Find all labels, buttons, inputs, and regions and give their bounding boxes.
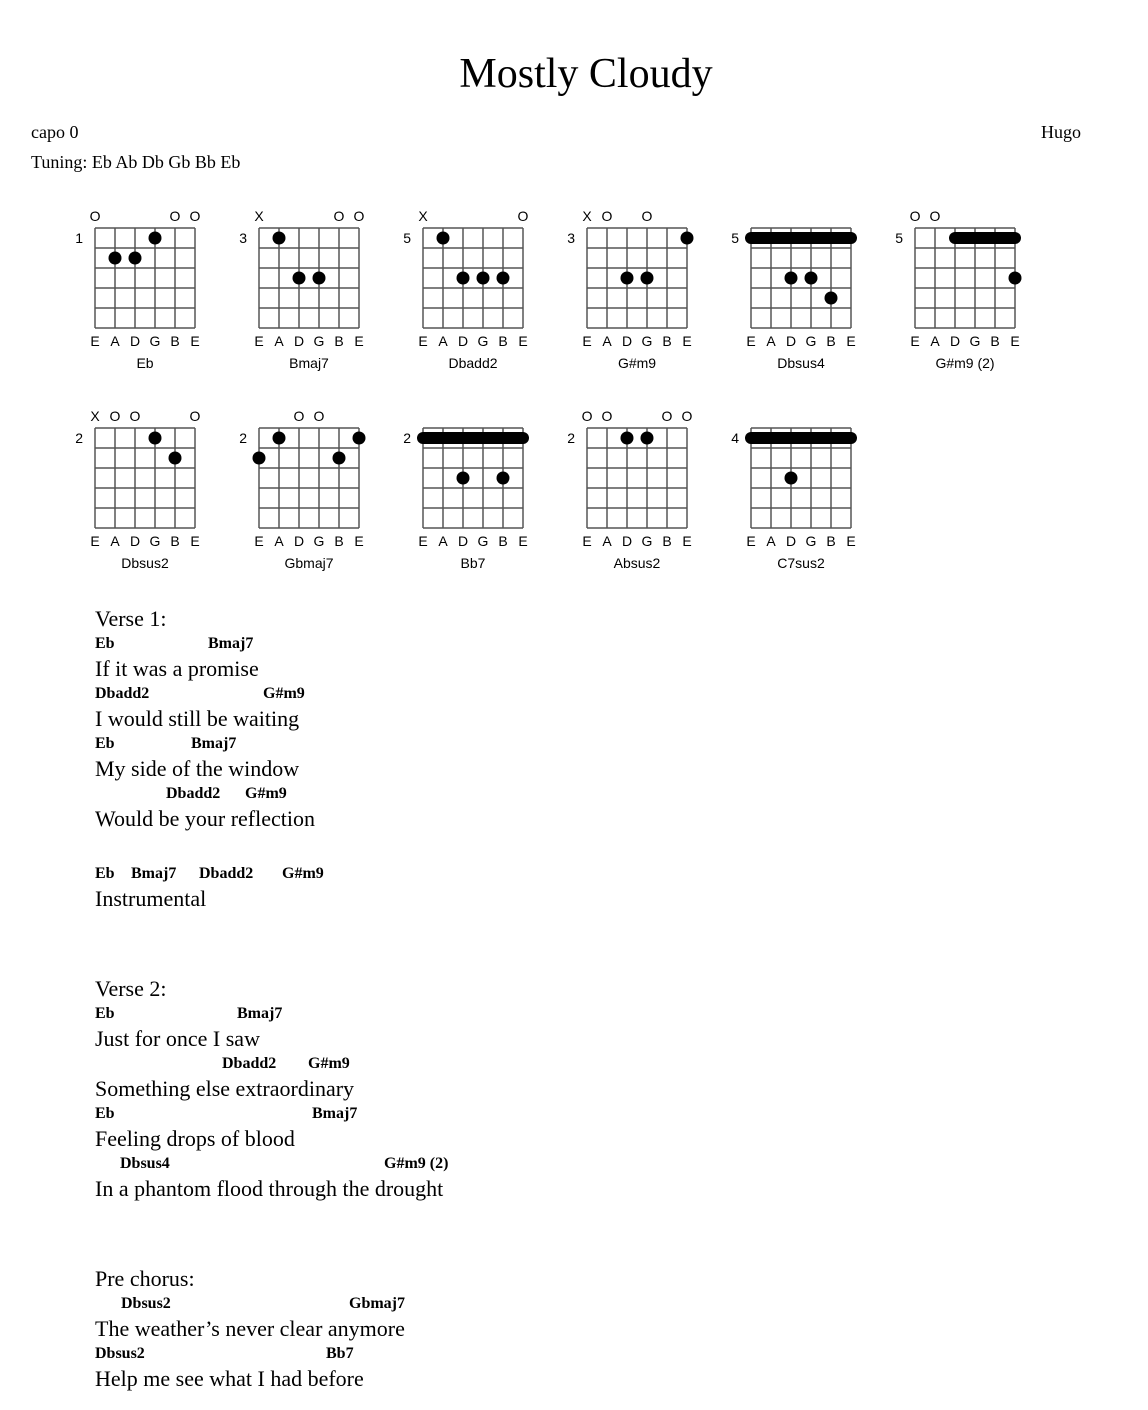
finger-dot <box>825 292 838 305</box>
string-label: A <box>438 333 448 349</box>
chord-symbol: Eb <box>95 735 115 752</box>
string-label: A <box>274 533 284 549</box>
lyric-line: Something else extraordinary <box>95 1076 355 1101</box>
open-string-marker: O <box>293 408 305 424</box>
finger-dot <box>621 272 634 285</box>
finger-dot <box>785 472 798 485</box>
string-label: E <box>190 333 200 349</box>
string-label: A <box>602 333 612 349</box>
fret-number: 3 <box>567 230 575 246</box>
string-label: E <box>682 533 692 549</box>
finger-dot <box>785 272 798 285</box>
fret-number: 5 <box>403 230 411 246</box>
string-label: G <box>477 533 489 549</box>
finger-dot <box>313 272 326 285</box>
finger-dot <box>497 472 510 485</box>
chord-symbol: Eb <box>95 1005 115 1022</box>
chord-name: C7sus2 <box>777 555 825 571</box>
string-label: D <box>785 333 797 349</box>
chord-symbol: Dbadd2 <box>199 865 254 882</box>
lyric-line: The weather’s never clear anymore <box>95 1316 405 1341</box>
open-string-marker: O <box>353 208 365 224</box>
open-string-marker: O <box>601 408 613 424</box>
open-string-marker: O <box>641 208 653 224</box>
chord-name: G#m9 <box>617 355 657 371</box>
string-label: E <box>190 533 200 549</box>
finger-dot <box>333 452 346 465</box>
chord-diagram-gbmaj7 <box>224 398 404 571</box>
finger-dot <box>437 232 450 245</box>
finger-dot <box>497 272 510 285</box>
string-label: E <box>254 333 264 349</box>
open-string-marker: O <box>661 408 673 424</box>
section-label: Verse 1: <box>95 606 167 631</box>
open-string-marker: O <box>909 208 921 224</box>
string-label: A <box>438 533 448 549</box>
string-label: D <box>621 533 633 549</box>
string-label: G <box>641 333 653 349</box>
fret-number: 2 <box>239 430 247 446</box>
string-label: D <box>129 533 141 549</box>
section-label: Verse 2: <box>95 976 167 1001</box>
string-label: G <box>149 333 161 349</box>
string-label: D <box>293 533 305 549</box>
chord-diagram-absus2 <box>552 398 732 571</box>
string-label: E <box>90 533 100 549</box>
chord-symbol: Gbmaj7 <box>349 1295 405 1312</box>
open-string-marker: O <box>169 208 181 224</box>
string-label: E <box>910 333 920 349</box>
finger-dot <box>273 232 286 245</box>
finger-dot <box>477 272 490 285</box>
chord-symbol: G#m9 <box>308 1055 350 1072</box>
string-label: B <box>498 533 508 549</box>
chord-symbol: Bb7 <box>326 1345 354 1362</box>
fret-number: 1 <box>75 230 83 246</box>
string-label: A <box>766 533 776 549</box>
chord-name: Dbsus4 <box>777 355 825 371</box>
string-label: D <box>785 533 797 549</box>
string-label: B <box>170 333 180 349</box>
chord-diagram-c7sus2 <box>716 398 896 571</box>
string-label: E <box>746 533 756 549</box>
string-label: G <box>969 333 981 349</box>
chord-symbol: Bmaj7 <box>191 735 237 752</box>
chord-diagram-bb7 <box>388 398 568 571</box>
string-label: E <box>518 333 528 349</box>
lyric-line: If it was a promise <box>95 656 259 681</box>
chord-diagram-bmaj7 <box>224 198 404 371</box>
open-string-marker: O <box>601 208 613 224</box>
finger-dot <box>353 432 366 445</box>
open-string-marker: O <box>313 408 325 424</box>
string-label: G <box>805 533 817 549</box>
open-string-marker: O <box>517 208 529 224</box>
fret-number: 5 <box>731 230 739 246</box>
lyric-line: Instrumental <box>95 886 207 911</box>
fret-number: 4 <box>731 430 739 446</box>
fret-number: 5 <box>895 230 903 246</box>
chord-diagram-g-m9-2- <box>880 198 1060 371</box>
string-label: E <box>846 333 856 349</box>
string-label: D <box>129 333 141 349</box>
chord-line <box>95 634 443 654</box>
string-label: E <box>682 333 692 349</box>
chord-line <box>95 1004 443 1024</box>
chord-name: Dbadd2 <box>448 355 498 371</box>
lyric-line: Help me see what I had before <box>95 1366 364 1391</box>
muted-string-marker: X <box>582 208 592 224</box>
string-label: E <box>354 333 364 349</box>
string-label: E <box>254 533 264 549</box>
chord-symbol: Bmaj7 <box>208 635 254 652</box>
finger-dot <box>149 232 162 245</box>
chord-symbol: Dbsus4 <box>120 1155 170 1172</box>
chord-name: Eb <box>136 355 154 371</box>
chord-symbol: Dbsus2 <box>95 1345 145 1362</box>
chord-symbol: Dbadd2 <box>222 1055 277 1072</box>
string-label: G <box>805 333 817 349</box>
chord-symbol: Dbadd2 <box>166 785 221 802</box>
finger-dot <box>109 252 122 265</box>
string-label: A <box>602 533 612 549</box>
chord-diagram-dbadd2 <box>388 198 568 371</box>
chord-symbol: Eb <box>95 865 115 882</box>
fret-number: 2 <box>567 430 575 446</box>
string-label: D <box>949 333 961 349</box>
chord-symbol: G#m9 <box>263 685 305 702</box>
string-label: B <box>826 533 836 549</box>
capo-info: capo 0 <box>31 122 79 142</box>
lyric-line: In a phantom flood through the drought <box>95 1176 444 1201</box>
finger-dot <box>293 272 306 285</box>
lyric-line: Feeling drops of blood <box>95 1126 295 1151</box>
chord-name: Gbmaj7 <box>284 555 334 571</box>
finger-dot <box>641 432 654 445</box>
finger-dot <box>169 452 182 465</box>
chord-line <box>95 784 443 804</box>
string-label: G <box>641 533 653 549</box>
tuning-info: Tuning: Eb Ab Db Gb Bb Eb <box>31 152 241 172</box>
string-label: E <box>1010 333 1020 349</box>
chord-symbol: Bmaj7 <box>131 865 177 882</box>
string-label: A <box>110 333 120 349</box>
chord-diagram-eb <box>60 198 240 371</box>
string-label: E <box>90 333 100 349</box>
fret-number: 3 <box>239 230 247 246</box>
finger-dot <box>681 232 694 245</box>
string-label: G <box>313 333 325 349</box>
muted-string-marker: X <box>90 408 100 424</box>
chord-line <box>95 1294 443 1314</box>
chord-symbol: G#m9 <box>282 865 324 882</box>
lyric-line: Would be your reflection <box>95 806 315 831</box>
string-label: E <box>418 333 428 349</box>
string-label: B <box>498 333 508 349</box>
open-string-marker: O <box>189 208 201 224</box>
section-label: Pre chorus: <box>95 1266 195 1291</box>
finger-dot <box>1009 272 1022 285</box>
open-string-marker: O <box>129 408 141 424</box>
finger-dot <box>129 252 142 265</box>
song-title: Mostly Cloudy <box>459 51 713 97</box>
open-string-marker: O <box>581 408 593 424</box>
lyric-line: My side of the window <box>95 756 300 781</box>
chord-name: Absus2 <box>613 555 661 571</box>
chord-diagram-g-m9 <box>552 198 732 371</box>
chord-symbol: Dbsus2 <box>121 1295 171 1312</box>
chord-name: Bb7 <box>460 555 486 571</box>
chord-line <box>95 734 443 754</box>
string-label: B <box>170 533 180 549</box>
open-string-marker: O <box>109 408 121 424</box>
chord-line <box>95 864 443 884</box>
chord-line <box>95 1104 443 1124</box>
string-label: E <box>846 533 856 549</box>
chord-line <box>95 1054 443 1074</box>
string-label: B <box>662 533 672 549</box>
open-string-marker: O <box>189 408 201 424</box>
finger-dot <box>149 432 162 445</box>
string-label: E <box>354 533 364 549</box>
finger-dot <box>621 432 634 445</box>
string-label: A <box>274 333 284 349</box>
chord-line <box>95 1154 449 1174</box>
finger-dot <box>273 432 286 445</box>
chord-line <box>95 1344 443 1364</box>
chord-symbol: Eb <box>95 1105 115 1122</box>
chord-symbol: Bmaj7 <box>237 1005 283 1022</box>
lyrics-sheet <box>95 604 449 1394</box>
chord-name: G#m9 (2) <box>935 355 995 371</box>
chord-diagram-dbsus4 <box>716 198 896 371</box>
open-string-marker: O <box>89 208 101 224</box>
string-label: A <box>766 333 776 349</box>
string-label: E <box>746 333 756 349</box>
finger-dot <box>805 272 818 285</box>
open-string-marker: O <box>333 208 345 224</box>
muted-string-marker: X <box>254 208 264 224</box>
string-label: D <box>457 533 469 549</box>
string-label: E <box>518 533 528 549</box>
finger-dot <box>457 272 470 285</box>
string-label: D <box>457 333 469 349</box>
string-label: E <box>582 533 592 549</box>
open-string-marker: O <box>681 408 693 424</box>
string-label: B <box>334 533 344 549</box>
string-label: A <box>110 533 120 549</box>
chord-name: Bmaj7 <box>289 355 329 371</box>
finger-dot <box>253 452 266 465</box>
chord-diagram-dbsus2 <box>60 398 240 571</box>
chord-name: Dbsus2 <box>121 555 169 571</box>
string-label: G <box>477 333 489 349</box>
lyric-line: I would still be waiting <box>95 706 300 731</box>
fret-number: 2 <box>403 430 411 446</box>
lyric-line: Just for once I saw <box>95 1026 260 1051</box>
finger-dot <box>641 272 654 285</box>
string-label: G <box>149 533 161 549</box>
chord-line <box>95 684 443 704</box>
fret-number: 2 <box>75 430 83 446</box>
finger-dot <box>457 472 470 485</box>
string-label: D <box>621 333 633 349</box>
chord-symbol: G#m9 (2) <box>384 1155 449 1172</box>
string-label: B <box>334 333 344 349</box>
muted-string-marker: X <box>418 208 428 224</box>
open-string-marker: O <box>929 208 941 224</box>
chord-symbol: Dbadd2 <box>95 685 150 702</box>
string-label: D <box>293 333 305 349</box>
string-label: A <box>930 333 940 349</box>
chord-symbol: Eb <box>95 635 115 652</box>
string-label: B <box>990 333 1000 349</box>
string-label: B <box>826 333 836 349</box>
string-label: E <box>582 333 592 349</box>
artist-name: Hugo <box>1041 122 1081 142</box>
chord-symbol: Bmaj7 <box>312 1105 358 1122</box>
string-label: B <box>662 333 672 349</box>
string-label: G <box>313 533 325 549</box>
chord-symbol: G#m9 <box>245 785 287 802</box>
string-label: E <box>418 533 428 549</box>
